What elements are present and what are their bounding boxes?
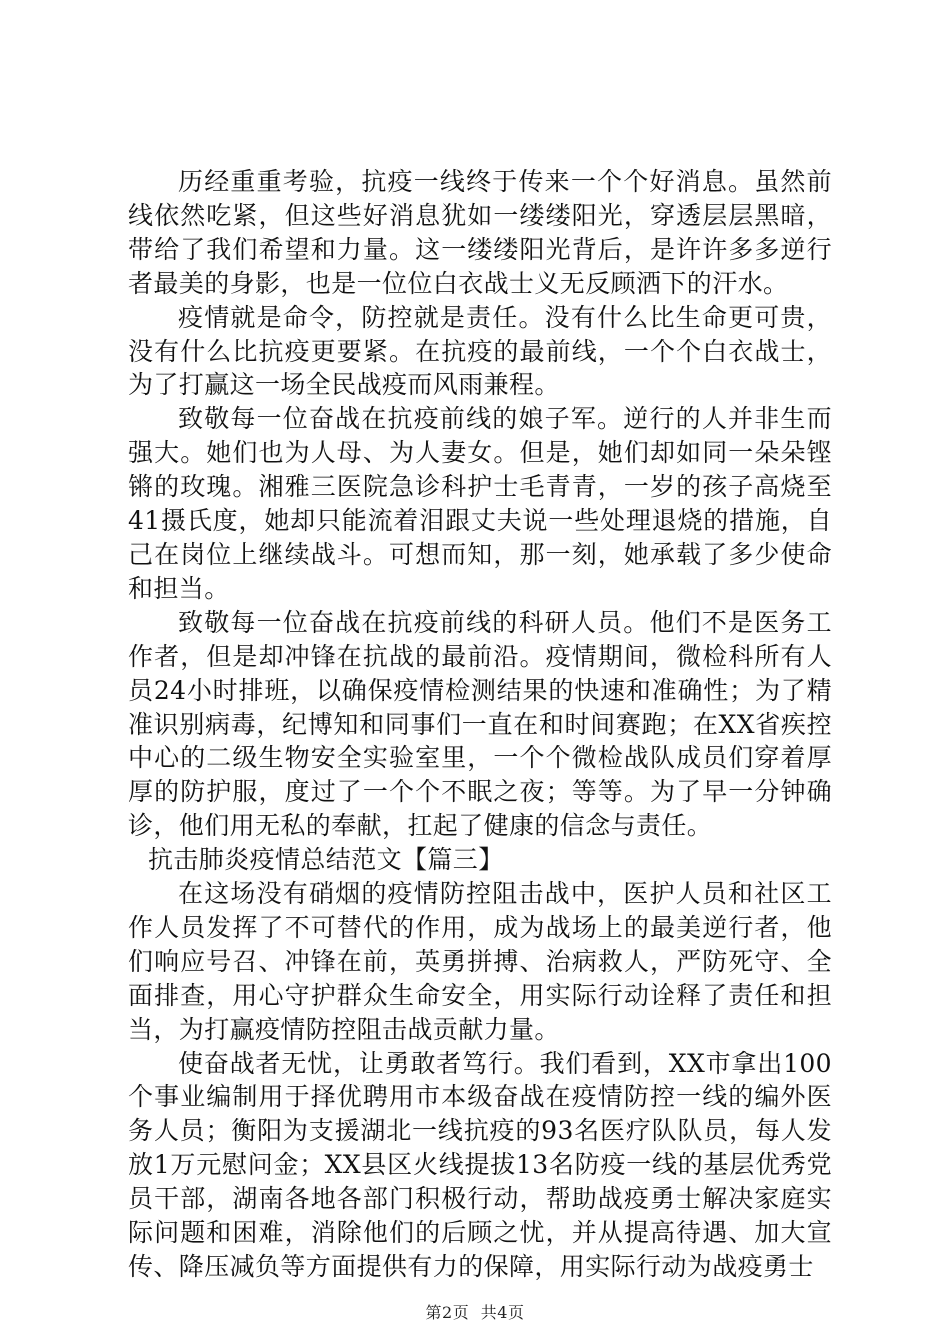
paragraph: 致敬每一位奋战在抗疫前线的科研人员。他们不是医务工作者，但是却冲锋在抗战的最前沿。疫情期间，微检科所有人员24小时排班，以确保疫情检测结果的快速和准确性；为了精准识别病毒，纪博知和同事们一直在和时间赛跑；在XX省疾控中心的二级生物安全实验室里，一个个微检战队成员们穿着厚厚的防护服，度过了一个个不眠之夜；等等。为了早一分钟确诊，他们用无私的奉献，扛起了健康的信念与责任。 xyxy=(128,607,832,841)
section-heading: 抗击肺炎疫情总结范文【篇三】 xyxy=(148,845,504,875)
document-body xyxy=(128,165,832,1284)
page-footer xyxy=(0,1300,950,1323)
paragraph: 致敬每一位奋战在抗疫前线的娘子军。逆行的人并非生而强大。她们也为人母、为人妻女。但是，她们却如同一朵朵铿锵的玫瑰。湘雅三医院急诊科护士毛青青，一岁的孩子高烧至41摄氏度，她却只能流着泪跟丈夫说一些处理退烧的措施，自己在岗位上继续战斗。可想而知，那一刻，她承载了多少使命和担当。 xyxy=(128,404,832,603)
page-total: 共4页 xyxy=(480,1303,525,1322)
page-number: 第2页 xyxy=(425,1303,470,1322)
paragraph: 历经重重考验，抗疫一线终于传来一个个好消息。虽然前线依然吃紧，但这些好消息犹如一缕缕阳光，穿透层层黑暗，带给了我们希望和力量。这一缕缕阳光背后，是许许多多逆行者最美的身影，也是一位位白衣战士义无反顾洒下的汗水。 xyxy=(128,167,832,298)
paragraph: 疫情就是命令，防控就是责任。没有什么比生命更可贵，没有什么比抗疫更要紧。在抗疫的最前线，一个个白衣战士，为了打赢这一场全民战疫而风雨兼程。 xyxy=(128,302,832,400)
paragraph: 在这场没有硝烟的疫情防控阻击战中，医护人员和社区工作人员发挥了不可替代的作用，成为战场上的最美逆行者，他们响应号召、冲锋在前，英勇拼搏、治病救人，严防死守、全面排查，用心守护群众生命安全，用实际行动诠释了责任和担当，为打赢疫情防控阻击战贡献力量。 xyxy=(128,879,832,1044)
paragraph: 使奋战者无忧，让勇敢者笃行。我们看到，XX市拿出100个事业编制用于择优聘用市本级奋战在疫情防控一线的编外医务人员；衡阳为支援湖北一线抗疫的93名医疗队队员，每人发放1万元慰问金；XX县区火线提拔13名防疫一线的基层优秀党员干部，湖南各地各部门积极行动，帮助战疫勇士解决家庭实际问题和困难，消除他们的后顾之忧，并从提高待遇、加大宣传、降压减负等方面提供有力的保障，用实际行动为战疫勇士 xyxy=(128,1048,832,1281)
